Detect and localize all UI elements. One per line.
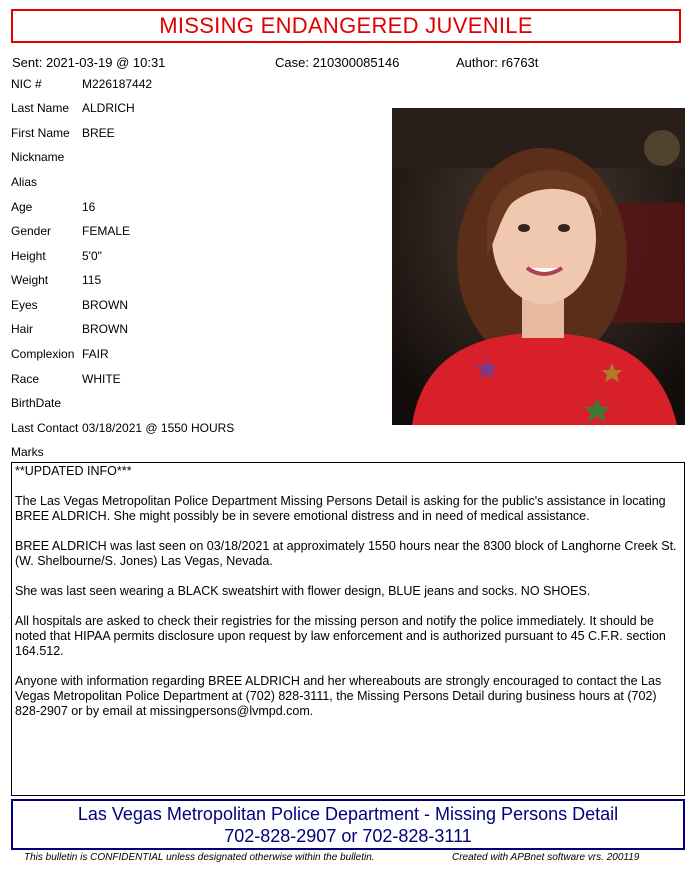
author: Author: r6763t [456,55,539,70]
field-label-complexion: Complexion [11,347,75,361]
field-label-height: Height [11,249,46,263]
field-label-nickname: Nickname [11,150,65,164]
field-label-age: Age [11,200,33,214]
field-value-gender: FEMALE [82,224,131,238]
field-value-last-name: ALDRICH [82,101,135,115]
field-label-last-name: Last Name [11,101,70,115]
field-label-race: Race [11,372,40,386]
field-value-nic: M226187442 [82,77,153,91]
field-value-height: 5'0" [82,249,102,263]
sent-date: Sent: 2021-03-19 @ 10:31 [12,55,166,70]
info-paragraph-description: The Las Vegas Metropolitan Police Department Missing Persons Detail is asking for the public's assistance in locating BREE ALDRICH. She might possibly be in severe emotional distress and in need of medical assistance. [15,494,666,523]
software-credit: Created with APBnet software vrs. 200119 [452,852,640,863]
agency-name: Las Vegas Metropolitan Police Department - Missing Persons Detail [77,804,619,824]
field-label-last-contact: Last Contact [11,421,79,435]
missing-person-photo [392,108,685,425]
bulletin-title-box [11,9,681,43]
field-value-complexion: FAIR [82,347,109,361]
field-value-race: WHITE [82,372,121,386]
field-value-first-name: BREE [82,126,115,140]
info-paragraph-hospitals: All hospitals are asked to check their registries for the missing person and notify the police immediately. It should be noted that HIPAA permits disclosure upon request by law enforcement and is authorized pursuant to 45 C.F.R. section 164.512. [15,614,666,658]
field-label-first-name: First Name [11,126,70,140]
case-number: Case: 210300085146 [275,55,400,70]
info-paragraph-contact: Anyone with information regarding BREE ALDRICH and her whereabouts are strongly encouraged to contact the Las Vegas Metropolitan Police Department at (702) 828-3111, the Missing Persons Detail during business hours at (702) 828-2907 or by email at missingpersons@lvmpd.com. [15,674,662,718]
agency-contact-box [11,799,685,850]
info-paragraph-last-seen: BREE ALDRICH was last seen on 03/18/2021 at approximately 1550 hours near the 8300 block of Langhorne Creek St. (W. Shelbourne/S. Jones) Las Vegas, Nevada. [15,539,677,568]
field-label-gender: Gender [11,224,52,238]
field-value-last-contact: 03/18/2021 @ 1550 HOURS [82,421,235,435]
field-value-age: 16 [82,200,96,214]
agency-phones: 702-828-2907 or 702-828-3111 [224,826,472,846]
bulletin-title: MISSING ENDANGERED JUVENILE [159,13,533,38]
confidential-notice: This bulletin is CONFIDENTIAL unless designated otherwise within the bulletin. [24,852,375,863]
info-paragraph-clothing: She was last seen wearing a BLACK sweatshirt with flower design, BLUE jeans and socks. NO SHOES. [15,584,591,598]
field-label-hair: Hair [11,322,34,336]
field-label-weight: Weight [11,273,49,287]
field-value-eyes: BROWN [82,298,128,312]
field-label-nic: NIC # [11,77,42,91]
field-value-hair: BROWN [82,322,128,336]
field-label-birthdate: BirthDate [11,396,62,410]
field-value-weight: 115 [82,273,102,287]
portrait-illustration [392,108,685,425]
field-label-eyes: Eyes [11,298,38,312]
info-heading: **UPDATED INFO*** [15,464,132,478]
info-box [11,462,685,796]
field-label-marks: Marks [11,445,44,459]
field-label-alias: Alias [11,175,38,189]
